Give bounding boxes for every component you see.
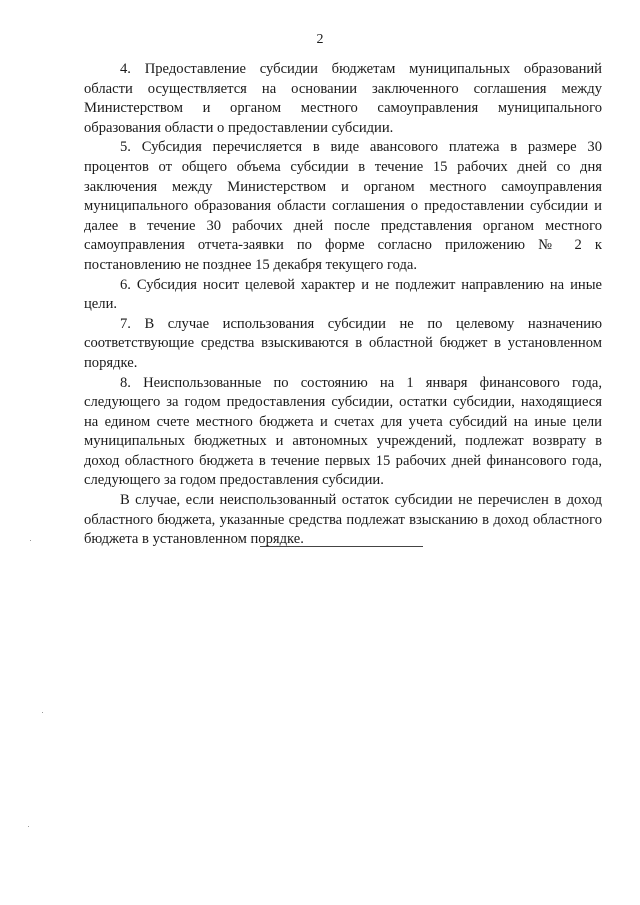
paragraph-5: 5. Субсидия перечисляется в виде авансового платежа в размере 30 процентов от общего объема субсидии в течение 15 рабочих дней со дня заключения между Министерством и органом местного самоуправления муниципального образования области соглашения о предоставлении субсидии и далее в течение 30 рабочих дней после представления органом местного самоуправления отчета-заявки по форме согласно приложению № 2 к постановлению не позднее 15 декабря текущего года. bbox=[84, 139, 602, 273]
paragraph-7: 7. В случае использования субсидии не по целевому назначению соответствующие средства взыскиваются в областной бюджет в установленном порядке. bbox=[84, 315, 602, 371]
page-number: 2 bbox=[316, 32, 324, 47]
scan-speck bbox=[30, 540, 31, 541]
paragraph-remainder-clause: В случае, если неиспользованный остаток субсидии не перечислен в доход областного бюджета, указанные средства подлежат взысканию в доход областного бюджета в установленном порядке. bbox=[84, 492, 602, 548]
paragraph-8: 8. Неиспользованные по состоянию на 1 января финансового года, следующего за годом предоставления субсидии, остатки субсидии, находящиеся на едином счете местного бюджета и счетах для учета субсидий на иные цели муниципальных бюджетных и автономных учреждений, подлежат возврату в доход областного бюджета в течение первых 15 рабочих дней финансового года, следующего за годом предоставления субсидии. bbox=[84, 374, 602, 489]
scan-speck bbox=[42, 712, 43, 713]
scan-speck bbox=[28, 826, 29, 827]
paragraph-6: 6. Субсидия носит целевой характер и не подлежит направлению на иные цели. bbox=[84, 276, 602, 313]
paragraph-4: 4. Предоставление субсидии бюджетам муниципальных образований области осуществляется на основании заключенного соглашения между Министерством и органом местного самоуправления муниципального образования области о предоставлении субсидии. bbox=[84, 61, 602, 136]
end-of-text-separator bbox=[260, 546, 423, 547]
document-body bbox=[84, 60, 602, 550]
